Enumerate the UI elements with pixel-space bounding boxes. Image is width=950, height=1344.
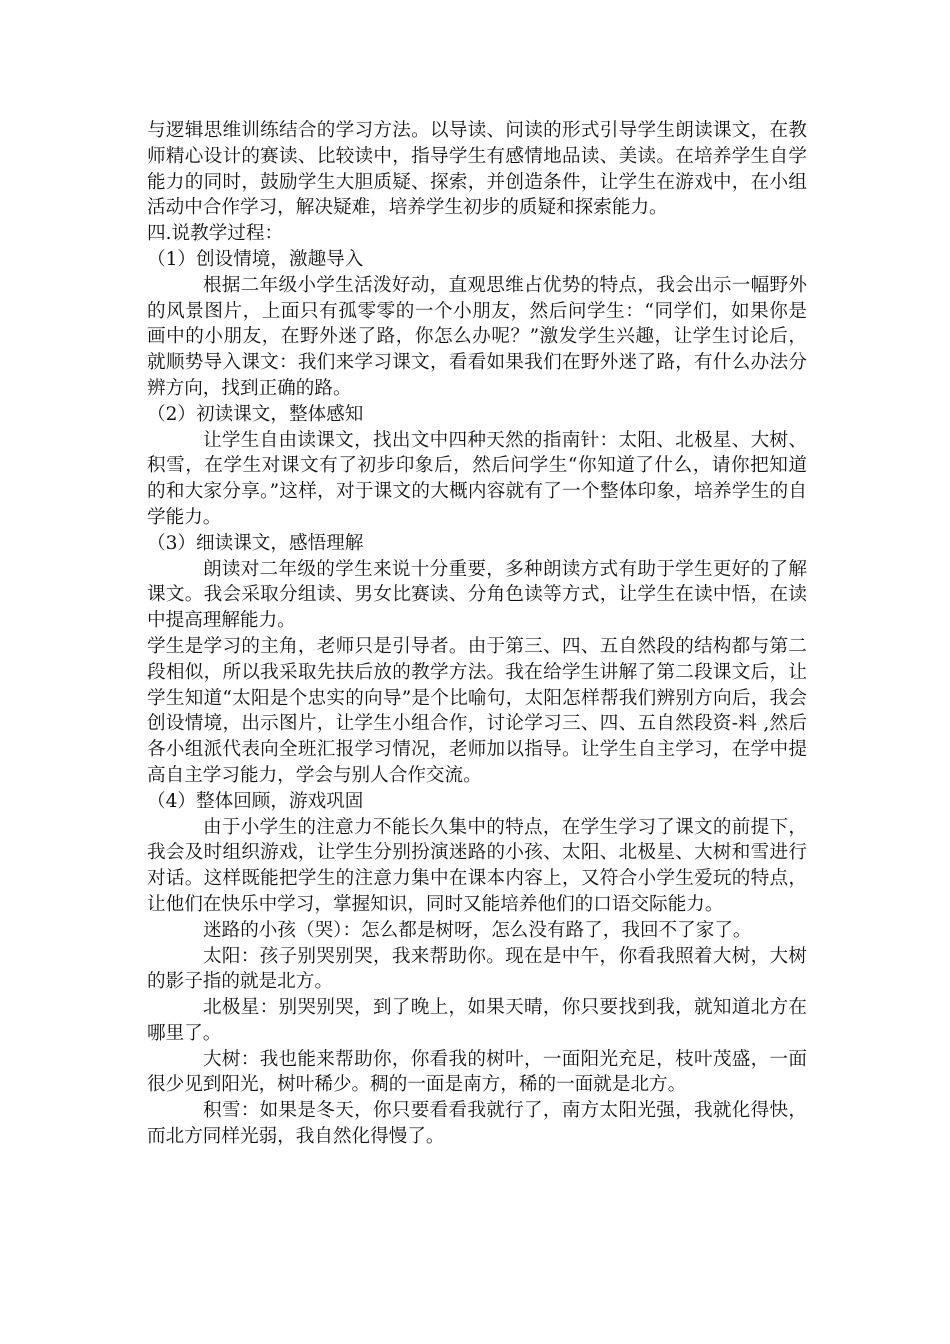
step-heading-1: （1）创设情境，激趣导入 bbox=[147, 248, 364, 270]
dialogue-north-star: 北极星：别哭别哭，到了晚上，如果天晴，你只要找到我，就知道北方在哪里了。 bbox=[147, 997, 807, 1044]
dialogue-lost-child: 迷路的小孩（哭）：怎么都是树呀，怎么没有路了，我回不了家了。 bbox=[203, 919, 752, 941]
dialogue-snow: 积雪：如果是冬天，你只要看看我就行了，南方太阳光强，我就化得快，而北方同样光弱，我自然化得慢了。 bbox=[147, 1100, 807, 1148]
paragraph-step-2: 让学生自由读课文，找出文中四种天然的指南针：太阳、北极星、大树、积雪，在学生对课文有了初步印象后，然后问学生“你知道了什么，请你把知道的和大家分享。”这样，对于课文的大概内容就有了一个整体印象，培养学生的自学能力。 bbox=[147, 429, 807, 528]
step-heading-3: （3）细读课文，感悟理解 bbox=[147, 532, 364, 554]
dialogue-sun: 太阳：孩子别哭别哭，我来帮助你。现在是中午，你看我照着大树，大树的影子指的就是北方。 bbox=[147, 945, 807, 993]
section-heading-teaching-process: 四.说教学过程： bbox=[147, 223, 284, 245]
step-heading-2: （2）初读课文，整体感知 bbox=[147, 403, 364, 425]
paragraph-step-3-method: 学生是学习的主角，老师只是引导者。由于第三、四、五自然段的结构都与第二段相似，所以我采取先扶后放的教学方法。我在给学生讲解了第二段课文后，让学生知道“太阳是个忠实的向导”是个比喻句，太阳怎样帮我们辨别方向后，我会创设情境，出示图片，让学生小组合作，讨论学习三、四、五自然段资-料 ,然后各小组派代表向全班汇报学习情况，老师加以指导。让学生自主学习，在学中提高自主学习能力，学会与别人合作交流。 bbox=[147, 635, 807, 786]
dialogue-tree: 大树：我也能来帮助你，你看我的树叶，一面阳光充足，枝叶茂盛，一面很少见到阳光，树叶稀少。稠的一面是南方，稀的一面就是北方。 bbox=[147, 1048, 807, 1096]
paragraph-learning-method: 与逻辑思维训练结合的学习方法。以导读、问读的形式引导学生朗读课文，在教师精心设计的赛读、比较读中，指导学生有感情地品读、美读。在培养学生自学能力的同时，鼓励学生大胆质疑、探索，并创造条件，让学生在游戏中，在小组活动中合作学习，解决疑难，培养学生初步的质疑和探索能力。 bbox=[147, 120, 807, 219]
paragraph-step-4-game: 由于小学生的注意力不能长久集中的特点，在学生学习了课文的前提下，我会及时组织游戏，让学生分别扮演迷路的小孩、太阳、北极星、大树和雪进行对话。这样既能把学生的注意力集中在课本内容上，又符合小学生爱玩的特点，让他们在快乐中学习，掌握知识，同时又能培养他们的口语交际能力。 bbox=[147, 816, 807, 915]
paragraph-step-3-reading: 朗读对二年级的学生来说十分重要，多种朗读方式有助于学生更好的了解课文。我会采取分组读、男女比赛读、分角色读等方式，让学生在读中悟，在读中提高理解能力。 bbox=[147, 558, 807, 632]
step-heading-4: （4）整体回顾，游戏巩固 bbox=[147, 790, 364, 812]
document-page bbox=[147, 118, 807, 1150]
paragraph-step-1: 根据二年级小学生活泼好动，直观思维占优势的特点，我会出示一幅野外的风景图片，上面只有孤零零的一个小朋友，然后问学生：“同学们，如果你是画中的小朋友，在野外迷了路，你怎么办呢？”激发学生兴趣，让学生讨论后，就顺势导入课文：我们来学习课文，看看如果我们在野外迷了路，有什么办法分辨方向，找到正确的路。 bbox=[147, 274, 807, 399]
